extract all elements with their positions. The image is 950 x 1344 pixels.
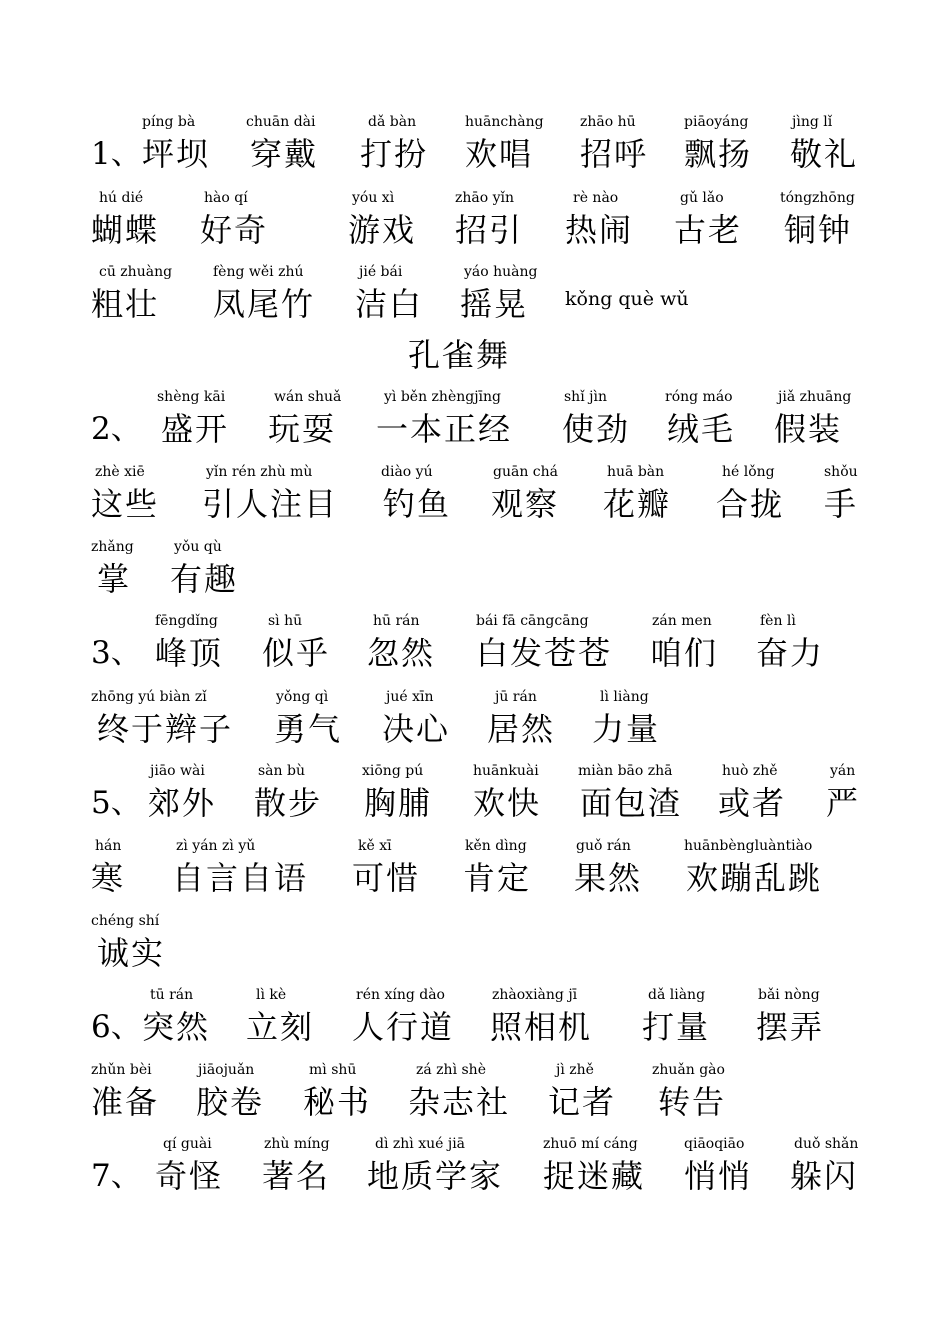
pinyin: gǔ lǎo [680, 190, 724, 206]
hanzi: 白发苍苍 [476, 634, 613, 672]
hanzi: 奋力 [756, 634, 825, 672]
pinyin: wán shuǎ [274, 389, 342, 405]
lesson-number: 3、 [91, 635, 142, 671]
vocab-line-7 [0, 607, 950, 681]
pinyin: piāoyáng [684, 114, 749, 130]
pinyin: chéng shí [91, 913, 160, 929]
hanzi: 秘书 [303, 1083, 372, 1121]
hanzi: 地质学家 [367, 1157, 504, 1195]
hanzi: 居然 [487, 710, 556, 748]
hanzi: 有趣 [170, 560, 239, 598]
hanzi: 严 [826, 784, 861, 822]
vocab-line-6 [0, 533, 950, 607]
pinyin: zhǔn bèi [91, 1062, 152, 1078]
hanzi: 穿戴 [250, 135, 319, 173]
pinyin: zhuǎn gào [652, 1062, 725, 1078]
pinyin: cū zhuàng [99, 264, 173, 280]
vocab-line-11 [0, 907, 950, 981]
pinyin: zhāo hū [580, 114, 636, 130]
pinyin: guān chá [493, 464, 558, 480]
pinyin: zhè xiē [95, 464, 145, 480]
hanzi: 孔雀舞 [408, 336, 511, 374]
pinyin: zì yán zì yǔ [176, 838, 256, 854]
hanzi: 面包渣 [580, 784, 683, 822]
pinyin: jiāojuǎn [198, 1062, 255, 1078]
vocab-line-10 [0, 832, 950, 906]
hanzi: 飘扬 [684, 135, 753, 173]
pinyin: miàn bāo zhā [578, 763, 673, 779]
pinyin: lì kè [256, 987, 287, 1003]
pinyin: róng máo [665, 389, 733, 405]
hanzi: 立刻 [246, 1008, 315, 1046]
pinyin: shèng kāi [157, 389, 226, 405]
pinyin: rè nào [573, 190, 619, 206]
pinyin: tū rán [150, 987, 194, 1003]
hanzi: 勇气 [274, 710, 343, 748]
hanzi: 打量 [642, 1008, 711, 1046]
vocab-line-5 [0, 458, 950, 532]
vocab-line-9 [0, 757, 950, 831]
hanzi: 使劲 [562, 410, 631, 448]
vocab-line-12 [0, 981, 950, 1055]
hanzi: 古老 [674, 211, 743, 249]
hanzi: 盛开 [161, 410, 230, 448]
hanzi: 洁白 [355, 285, 424, 323]
pinyin: yǒu qù [174, 539, 222, 555]
hanzi: 观察 [491, 485, 560, 523]
hanzi: 忽然 [367, 634, 436, 672]
hanzi: 坪坝 [142, 135, 211, 173]
pinyin: huānbèngluàntiào [684, 838, 813, 854]
hanzi: 这些 [91, 485, 160, 523]
pinyin: bǎi nòng [758, 987, 820, 1003]
pinyin: fēngdǐng [155, 613, 218, 629]
pinyin: dǎ liàng [648, 987, 706, 1003]
vocab-line-3 [0, 258, 950, 332]
hanzi: 合拢 [716, 485, 785, 523]
pinyin: guǒ rán [576, 838, 631, 854]
hanzi: 或者 [718, 784, 787, 822]
pinyin: fèn lì [760, 613, 796, 629]
vocab-line-8 [0, 683, 950, 757]
pinyin: jì zhě [556, 1062, 594, 1078]
pinyin: jiāo wài [150, 763, 205, 779]
pinyin: zhōng yú biàn zǐ [91, 689, 207, 705]
pinyin: huò zhě [722, 763, 778, 779]
pinyin: qí guài [163, 1136, 212, 1152]
hanzi: 玩耍 [268, 410, 337, 448]
pinyin: zán men [652, 613, 712, 629]
pinyin: jiǎ zhuāng [778, 389, 852, 405]
hanzi: 准备 [91, 1083, 160, 1121]
hanzi: 热闹 [565, 211, 634, 249]
hanzi: 花瓣 [603, 485, 672, 523]
pinyin: shǒu [824, 464, 858, 480]
hanzi: 著名 [262, 1157, 331, 1195]
pinyin: tóngzhōng [780, 190, 855, 206]
hanzi: 诚实 [97, 934, 166, 972]
hanzi: 突然 [142, 1008, 211, 1046]
hanzi: 力量 [592, 710, 661, 748]
hanzi: 果然 [574, 859, 643, 897]
hanzi: 蝴蝶 [91, 211, 160, 249]
hanzi: 可惜 [352, 859, 421, 897]
pinyin: hào qí [204, 190, 248, 206]
pinyin: yǒng qì [276, 689, 329, 705]
pinyin: huānkuài [473, 763, 539, 779]
hanzi: 好奇 [200, 211, 269, 249]
hanzi: 招呼 [580, 135, 649, 173]
pinyin: sàn bù [258, 763, 305, 779]
pinyin: zhù míng [264, 1136, 330, 1152]
pinyin: lì liàng [600, 689, 649, 705]
pinyin: duǒ shǎn [794, 1136, 859, 1152]
pinyin: sì hū [268, 613, 303, 629]
hanzi: 招引 [455, 211, 524, 249]
pinyin: yóu xì [352, 190, 395, 206]
hanzi: 游戏 [348, 211, 417, 249]
pinyin: mì shū [309, 1062, 357, 1078]
pinyin: hú dié [99, 190, 144, 206]
hanzi: 欢唱 [465, 135, 534, 173]
hanzi: 寒 [91, 859, 126, 897]
hanzi: 钓鱼 [383, 485, 452, 523]
pinyin: zá zhì shè [416, 1062, 486, 1078]
hanzi: 杂志社 [408, 1083, 511, 1121]
hanzi: 敬礼 [790, 135, 859, 173]
hanzi: 胸脯 [364, 784, 433, 822]
vocab-line-2 [0, 184, 950, 258]
hanzi: 散步 [254, 784, 323, 822]
pinyin: jué xīn [386, 689, 434, 705]
vocab-line-4 [0, 383, 950, 457]
vocab-line-1 [0, 108, 950, 182]
hanzi: 粗壮 [91, 285, 160, 323]
hanzi: 奇怪 [155, 1157, 224, 1195]
hanzi: 咱们 [650, 634, 719, 672]
hanzi: 胶卷 [196, 1083, 265, 1121]
hanzi: 一本正经 [376, 410, 513, 448]
pinyin: huānchàng [465, 114, 544, 130]
lesson-number: 6、 [91, 1009, 142, 1045]
lesson-number: 5、 [91, 785, 142, 821]
pinyin: rén xíng dào [356, 987, 445, 1003]
hanzi: 肯定 [463, 859, 532, 897]
hanzi: 摆弄 [756, 1008, 825, 1046]
pinyin: píng bà [142, 114, 196, 130]
lesson-number: 7、 [91, 1158, 142, 1194]
pinyin: dì zhì xué jiā [375, 1136, 466, 1152]
pinyin: yáo huàng [464, 264, 538, 280]
hanzi: 铜钟 [784, 211, 853, 249]
pinyin: zhuō mí cáng [543, 1136, 638, 1152]
pinyin: bái fā cāngcāng [476, 613, 589, 629]
hanzi: 打扮 [360, 135, 429, 173]
pinyin: diào yú [381, 464, 433, 480]
hanzi: 记者 [548, 1083, 617, 1121]
pinyin: chuān dài [246, 114, 316, 130]
hanzi: 摇晃 [460, 285, 529, 323]
pinyin: jié bái [359, 264, 403, 280]
pinyin: huā bàn [607, 464, 665, 480]
pinyin: kěn dìng [465, 838, 527, 854]
hanzi: 欢蹦乱跳 [686, 859, 823, 897]
hanzi: 凤尾竹 [213, 285, 316, 323]
hanzi: 人行道 [352, 1008, 455, 1046]
hanzi: 转告 [658, 1083, 727, 1121]
pinyin: zhǎng [91, 539, 134, 555]
pinyin: yán [830, 763, 856, 779]
pinyin: dǎ bàn [368, 114, 417, 130]
hanzi: 引人注目 [202, 485, 339, 523]
pinyin: zhàoxiàng jī [492, 987, 578, 1003]
hanzi: 照相机 [490, 1008, 593, 1046]
pinyin: xiōng pú [362, 763, 424, 779]
lesson-number: 2、 [91, 411, 142, 447]
pinyin: hán [95, 838, 122, 854]
pinyin: kǒng què wǔ [565, 288, 689, 310]
pinyin: yǐn rén zhù mù [206, 464, 313, 480]
hanzi: 峰顶 [155, 634, 224, 672]
hanzi: 绒毛 [667, 410, 736, 448]
hanzi: 郊外 [148, 784, 217, 822]
hanzi: 掌 [97, 560, 132, 598]
vocab-line-13 [0, 1056, 950, 1130]
hanzi: 决心 [382, 710, 451, 748]
pinyin: qiāoqiāo [684, 1136, 745, 1152]
hanzi: 终于辫子 [97, 710, 234, 748]
pinyin: zhāo yǐn [455, 190, 515, 206]
hanzi: 假装 [774, 410, 843, 448]
hanzi: 欢快 [473, 784, 542, 822]
pinyin: yì běn zhèngjīng [384, 389, 502, 405]
hanzi: 似乎 [262, 634, 331, 672]
hanzi: 躲闪 [790, 1157, 859, 1195]
hanzi: 悄悄 [684, 1157, 753, 1195]
hanzi: 自言自语 [172, 859, 309, 897]
pinyin: shǐ jìn [564, 389, 607, 405]
pinyin: jìng lǐ [792, 114, 833, 130]
pinyin: kě xī [358, 838, 392, 854]
pinyin: hū rán [373, 613, 420, 629]
lesson-number: 1、 [91, 136, 142, 172]
vocab-line-14 [0, 1130, 950, 1204]
pinyin: fèng wěi zhú [213, 264, 304, 280]
pinyin: hé lǒng [722, 464, 775, 480]
pinyin: jū rán [495, 689, 537, 705]
hanzi: 手 [824, 485, 859, 523]
hanzi: 捉迷藏 [543, 1157, 646, 1195]
